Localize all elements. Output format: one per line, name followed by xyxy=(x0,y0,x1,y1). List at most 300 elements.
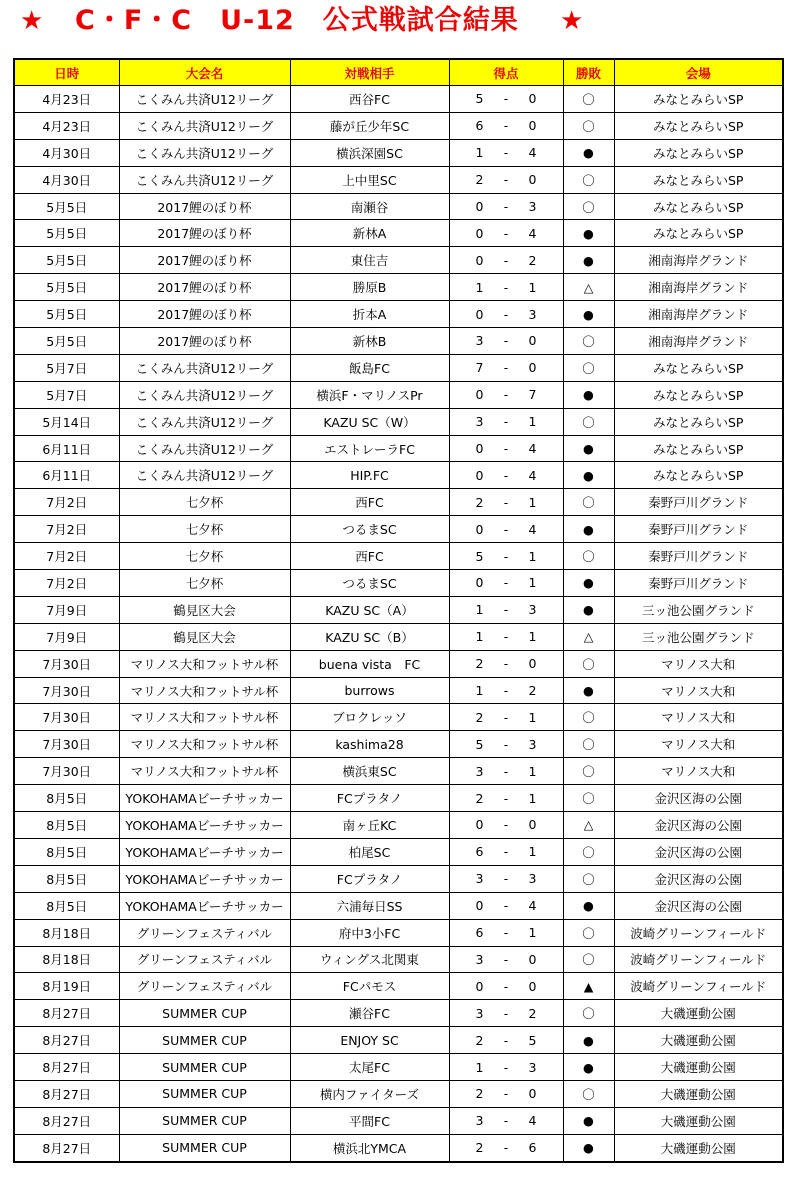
table-row xyxy=(14,623,783,650)
table-row xyxy=(14,596,783,623)
table-body xyxy=(14,86,783,1162)
score-group xyxy=(450,791,563,806)
venue-name: 湘南海岸グランド xyxy=(614,328,783,355)
venue-name: 湘南海岸グランド xyxy=(614,274,783,301)
match-score xyxy=(449,946,563,973)
match-date: 7月30日 xyxy=(14,704,119,731)
goals-for: 0 xyxy=(475,199,484,214)
goals-against: 7 xyxy=(528,387,537,403)
goals-against: 5 xyxy=(528,1032,537,1048)
goals-for: 6 xyxy=(475,118,484,134)
opponent-name: 横浜深園SC xyxy=(290,139,449,166)
match-score xyxy=(449,247,563,274)
tournament-name: こくみん共済U12リーグ xyxy=(119,166,290,193)
opponent-name: 上中里SC xyxy=(290,166,449,193)
match-score xyxy=(449,704,563,731)
venue-name: マリノス大和 xyxy=(614,758,783,785)
venue-name: みなとみらいSP xyxy=(614,86,783,113)
table-header-row xyxy=(14,59,783,86)
venue-name: 秦野戸川グランド xyxy=(614,489,783,516)
goals-against: 4 xyxy=(528,521,537,537)
match-result-icon: 〇 xyxy=(563,946,614,973)
venue-name: 金沢区海の公園 xyxy=(614,812,783,839)
opponent-name: 平間FC xyxy=(290,1107,449,1134)
match-result-icon: ● xyxy=(563,1027,614,1054)
match-result-icon: 〇 xyxy=(563,731,614,758)
match-score xyxy=(449,731,563,758)
tournament-name: 七夕杯 xyxy=(119,516,290,543)
venue-name: マリノス大和 xyxy=(614,677,783,704)
tournament-name: YOKOHAMAビーチサッカー xyxy=(119,892,290,919)
tournament-name: マリノス大和フットサル杯 xyxy=(119,650,290,677)
match-date: 5月14日 xyxy=(14,408,119,435)
score-group xyxy=(450,1006,563,1021)
match-result-icon: 〇 xyxy=(563,785,614,812)
match-result-icon: ● xyxy=(563,596,614,623)
venue-name: みなとみらいSP xyxy=(614,193,783,220)
match-date: 4月23日 xyxy=(14,86,119,113)
match-date: 8月18日 xyxy=(14,919,119,946)
match-date: 8月27日 xyxy=(14,1107,119,1134)
opponent-name: KAZU SC（B） xyxy=(290,623,449,650)
match-result-icon: 〇 xyxy=(563,758,614,785)
score-separator: - xyxy=(503,629,509,645)
score-separator: - xyxy=(503,145,509,161)
goals-for: 2 xyxy=(475,172,484,188)
match-score xyxy=(449,354,563,381)
score-separator: - xyxy=(503,387,509,403)
table-row xyxy=(14,1080,783,1107)
tournament-name: 2017鯉のぼり杯 xyxy=(119,328,290,355)
match-score xyxy=(449,516,563,543)
table-row xyxy=(14,1000,783,1027)
venue-name: 波崎グリーンフィールド xyxy=(614,946,783,973)
opponent-name: 太尾FC xyxy=(290,1054,449,1081)
score-group xyxy=(450,253,563,268)
goals-for: 1 xyxy=(475,279,484,295)
match-result-icon: ● xyxy=(563,677,614,704)
score-separator: - xyxy=(503,683,509,699)
opponent-name: kashima28 xyxy=(290,731,449,758)
match-result-icon: 〇 xyxy=(563,408,614,435)
score-separator: - xyxy=(503,441,509,457)
match-result-icon: ● xyxy=(563,1134,614,1161)
header-result: 勝敗 xyxy=(563,59,614,86)
venue-name: 大磯運動公園 xyxy=(614,1027,783,1054)
goals-for: 3 xyxy=(475,1005,484,1021)
match-date: 5月5日 xyxy=(14,220,119,247)
score-group xyxy=(450,737,563,752)
table-row xyxy=(14,892,783,919)
goals-for: 2 xyxy=(475,1086,484,1102)
score-separator: - xyxy=(503,817,509,833)
header-tournament: 大会名 xyxy=(119,59,290,86)
goals-against: 1 xyxy=(528,790,537,806)
match-result-icon: 〇 xyxy=(563,328,614,355)
match-date: 7月30日 xyxy=(14,650,119,677)
table-row xyxy=(14,247,783,274)
goals-for: 0 xyxy=(475,441,484,457)
venue-name: 大磯運動公園 xyxy=(614,1000,783,1027)
score-group xyxy=(450,764,563,779)
tournament-name: SUMMER CUP xyxy=(119,1054,290,1081)
match-score xyxy=(449,1054,563,1081)
goals-for: 5 xyxy=(475,91,484,107)
score-separator: - xyxy=(503,951,509,967)
goals-against: 3 xyxy=(528,1059,537,1075)
match-result-icon: ● xyxy=(563,892,614,919)
score-separator: - xyxy=(503,978,509,994)
table-row xyxy=(14,570,783,597)
opponent-name: 柏尾SC xyxy=(290,838,449,865)
match-result-icon: ● xyxy=(563,247,614,274)
table-row xyxy=(14,1134,783,1161)
opponent-name: 横浜北YMCA xyxy=(290,1134,449,1161)
tournament-name: SUMMER CUP xyxy=(119,1000,290,1027)
venue-name: みなとみらいSP xyxy=(614,408,783,435)
venue-name: 三ッ池公園グランド xyxy=(614,596,783,623)
match-date: 8月18日 xyxy=(14,946,119,973)
opponent-name: 飯島FC xyxy=(290,354,449,381)
match-score xyxy=(449,1080,563,1107)
goals-against: 1 xyxy=(528,629,537,645)
score-group xyxy=(450,549,563,564)
table-row xyxy=(14,946,783,973)
table-row xyxy=(14,166,783,193)
match-score xyxy=(449,1027,563,1054)
score-separator: - xyxy=(503,871,509,887)
match-result-icon: 〇 xyxy=(563,489,614,516)
match-score xyxy=(449,596,563,623)
goals-against: 1 xyxy=(528,844,537,860)
match-date: 7月2日 xyxy=(14,516,119,543)
match-score xyxy=(449,408,563,435)
goals-against: 1 xyxy=(528,925,537,941)
goals-against: 2 xyxy=(528,252,537,268)
tournament-name: グリーンフェスティバル xyxy=(119,919,290,946)
goals-against: 1 xyxy=(528,763,537,779)
score-group xyxy=(450,414,563,429)
goals-against: 0 xyxy=(528,1086,537,1102)
tournament-name: グリーンフェスティバル xyxy=(119,946,290,973)
opponent-name: burrows xyxy=(290,677,449,704)
score-separator: - xyxy=(503,279,509,295)
page-title: C・F・C U-12 公式戦試合結果 xyxy=(75,5,519,36)
match-result-icon: 〇 xyxy=(563,919,614,946)
match-result-icon: △ xyxy=(563,623,614,650)
score-group xyxy=(450,495,563,510)
table-row xyxy=(14,812,783,839)
table-row xyxy=(14,354,783,381)
score-separator: - xyxy=(503,225,509,241)
venue-name: 秦野戸川グランド xyxy=(614,543,783,570)
tournament-name: こくみん共済U12リーグ xyxy=(119,435,290,462)
match-result-icon: 〇 xyxy=(563,86,614,113)
match-date: 8月5日 xyxy=(14,892,119,919)
score-group xyxy=(450,1033,563,1048)
opponent-name: つるまSC xyxy=(290,570,449,597)
table-row xyxy=(14,758,783,785)
tournament-name: 鶴見区大会 xyxy=(119,623,290,650)
goals-against: 0 xyxy=(528,817,537,833)
goals-for: 2 xyxy=(475,790,484,806)
tournament-name: 鶴見区大会 xyxy=(119,596,290,623)
table-row xyxy=(14,489,783,516)
score-separator: - xyxy=(503,521,509,537)
goals-for: 0 xyxy=(475,898,484,914)
venue-name: みなとみらいSP xyxy=(614,462,783,489)
table-row xyxy=(14,865,783,892)
goals-against: 3 xyxy=(528,602,537,618)
venue-name: みなとみらいSP xyxy=(614,166,783,193)
match-date: 8月27日 xyxy=(14,1134,119,1161)
tournament-name: 2017鯉のぼり杯 xyxy=(119,193,290,220)
match-score xyxy=(449,489,563,516)
opponent-name: つるまSC xyxy=(290,516,449,543)
tournament-name: 七夕杯 xyxy=(119,543,290,570)
score-group xyxy=(450,602,563,617)
score-group xyxy=(450,172,563,187)
match-date: 7月2日 xyxy=(14,489,119,516)
match-date: 8月5日 xyxy=(14,785,119,812)
score-group xyxy=(450,925,563,940)
opponent-name: 藤が丘少年SC xyxy=(290,112,449,139)
match-score xyxy=(449,1000,563,1027)
score-separator: - xyxy=(503,602,509,618)
match-result-icon: ● xyxy=(563,516,614,543)
match-result-icon: 〇 xyxy=(563,112,614,139)
score-separator: - xyxy=(503,333,509,349)
goals-for: 2 xyxy=(475,1032,484,1048)
tournament-name: グリーンフェスティバル xyxy=(119,973,290,1000)
match-date: 4月30日 xyxy=(14,166,119,193)
match-score xyxy=(449,570,563,597)
goals-for: 0 xyxy=(475,978,484,994)
goals-for: 2 xyxy=(475,1140,484,1156)
venue-name: マリノス大和 xyxy=(614,650,783,677)
venue-name: 金沢区海の公園 xyxy=(614,892,783,919)
results-table xyxy=(13,58,784,1163)
goals-against: 4 xyxy=(528,898,537,914)
goals-for: 0 xyxy=(475,306,484,322)
match-date: 7月9日 xyxy=(14,623,119,650)
goals-against: 4 xyxy=(528,145,537,161)
match-date: 5月5日 xyxy=(14,328,119,355)
table-row xyxy=(14,328,783,355)
match-date: 5月7日 xyxy=(14,381,119,408)
venue-name: 大磯運動公園 xyxy=(614,1054,783,1081)
match-score xyxy=(449,1134,563,1161)
goals-for: 1 xyxy=(475,602,484,618)
goals-against: 0 xyxy=(528,951,537,967)
score-group xyxy=(450,629,563,644)
venue-name: 秦野戸川グランド xyxy=(614,570,783,597)
match-date: 8月27日 xyxy=(14,1080,119,1107)
score-group xyxy=(450,871,563,886)
venue-name: マリノス大和 xyxy=(614,731,783,758)
goals-for: 1 xyxy=(475,145,484,161)
goals-against: 0 xyxy=(528,656,537,672)
opponent-name: 瀬谷FC xyxy=(290,1000,449,1027)
opponent-name: KAZU SC（A） xyxy=(290,596,449,623)
table-row xyxy=(14,112,783,139)
score-group xyxy=(450,333,563,348)
header-score: 得点 xyxy=(449,59,563,86)
tournament-name: SUMMER CUP xyxy=(119,1134,290,1161)
score-separator: - xyxy=(503,548,509,564)
header-opponent: 対戦相手 xyxy=(290,59,449,86)
match-result-icon: 〇 xyxy=(563,193,614,220)
match-result-icon: ● xyxy=(563,462,614,489)
score-group xyxy=(450,441,563,456)
match-result-icon: △ xyxy=(563,812,614,839)
match-date: 5月5日 xyxy=(14,301,119,328)
match-result-icon: 〇 xyxy=(563,704,614,731)
venue-name: 湘南海岸グランド xyxy=(614,247,783,274)
opponent-name: ウィングス北関東 xyxy=(290,946,449,973)
score-separator: - xyxy=(503,252,509,268)
tournament-name: マリノス大和フットサル杯 xyxy=(119,704,290,731)
goals-for: 1 xyxy=(475,683,484,699)
match-date: 7月30日 xyxy=(14,758,119,785)
match-score xyxy=(449,328,563,355)
match-date: 8月27日 xyxy=(14,1027,119,1054)
venue-name: みなとみらいSP xyxy=(614,139,783,166)
score-group xyxy=(450,145,563,160)
match-score xyxy=(449,1107,563,1134)
table-row xyxy=(14,274,783,301)
tournament-name: SUMMER CUP xyxy=(119,1107,290,1134)
opponent-name: 府中3小FC xyxy=(290,919,449,946)
match-score xyxy=(449,112,563,139)
goals-against: 1 xyxy=(528,414,537,430)
opponent-name: KAZU SC（W） xyxy=(290,408,449,435)
table-row xyxy=(14,1054,783,1081)
match-score xyxy=(449,865,563,892)
opponent-name: 横浜東SC xyxy=(290,758,449,785)
score-separator: - xyxy=(503,763,509,779)
match-score xyxy=(449,86,563,113)
goals-for: 1 xyxy=(475,629,484,645)
opponent-name: 横浜F・マリノスPr xyxy=(290,381,449,408)
score-separator: - xyxy=(503,1140,509,1156)
goals-against: 3 xyxy=(528,736,537,752)
tournament-name: YOKOHAMAビーチサッカー xyxy=(119,865,290,892)
score-separator: - xyxy=(503,1059,509,1075)
score-separator: - xyxy=(503,656,509,672)
match-score xyxy=(449,838,563,865)
goals-against: 0 xyxy=(528,172,537,188)
match-score xyxy=(449,677,563,704)
table-row xyxy=(14,193,783,220)
opponent-name: ブロクレッソ xyxy=(290,704,449,731)
table-row xyxy=(14,220,783,247)
match-date: 7月30日 xyxy=(14,677,119,704)
goals-for: 0 xyxy=(475,387,484,403)
match-result-icon: ● xyxy=(563,1107,614,1134)
goals-for: 0 xyxy=(475,252,484,268)
score-group xyxy=(450,844,563,859)
venue-name: 波崎グリーンフィールド xyxy=(614,919,783,946)
match-date: 8月5日 xyxy=(14,838,119,865)
match-score xyxy=(449,892,563,919)
score-group xyxy=(450,575,563,590)
tournament-name: YOKOHAMAビーチサッカー xyxy=(119,812,290,839)
score-group xyxy=(450,360,563,375)
venue-name: 湘南海岸グランド xyxy=(614,301,783,328)
star-icon: ★ xyxy=(20,6,44,36)
goals-against: 4 xyxy=(528,467,537,483)
goals-against: 3 xyxy=(528,199,537,214)
tournament-name: こくみん共済U12リーグ xyxy=(119,408,290,435)
match-date: 7月30日 xyxy=(14,731,119,758)
match-date: 8月5日 xyxy=(14,812,119,839)
opponent-name: 新林A xyxy=(290,220,449,247)
match-result-icon: 〇 xyxy=(563,865,614,892)
opponent-name: 南ヶ丘KC xyxy=(290,812,449,839)
score-separator: - xyxy=(503,494,509,510)
tournament-name: こくみん共済U12リーグ xyxy=(119,462,290,489)
opponent-name: 西FC xyxy=(290,543,449,570)
match-result-icon: △ xyxy=(563,274,614,301)
score-group xyxy=(450,952,563,967)
table-row xyxy=(14,86,783,113)
score-group xyxy=(450,468,563,483)
goals-for: 3 xyxy=(475,1113,484,1129)
match-result-icon: 〇 xyxy=(563,1000,614,1027)
opponent-name: buena vista FC xyxy=(290,650,449,677)
tournament-name: SUMMER CUP xyxy=(119,1027,290,1054)
match-score xyxy=(449,543,563,570)
venue-name: 金沢区海の公園 xyxy=(614,785,783,812)
goals-for: 0 xyxy=(475,467,484,483)
match-score xyxy=(449,139,563,166)
match-result-icon: ● xyxy=(563,220,614,247)
match-date: 4月30日 xyxy=(14,139,119,166)
match-result-icon: ● xyxy=(563,139,614,166)
venue-name: みなとみらいSP xyxy=(614,381,783,408)
match-score xyxy=(449,812,563,839)
goals-for: 0 xyxy=(475,817,484,833)
score-separator: - xyxy=(503,1005,509,1021)
score-separator: - xyxy=(503,172,509,188)
table-row xyxy=(14,731,783,758)
venue-name: 大磯運動公園 xyxy=(614,1107,783,1134)
goals-against: 0 xyxy=(528,333,537,349)
tournament-name: 2017鯉のぼり杯 xyxy=(119,247,290,274)
match-date: 5月7日 xyxy=(14,354,119,381)
goals-against: 2 xyxy=(528,1005,537,1021)
match-score xyxy=(449,301,563,328)
goals-against: 1 xyxy=(528,494,537,510)
goals-for: 0 xyxy=(475,225,484,241)
goals-against: 0 xyxy=(528,360,537,376)
score-separator: - xyxy=(503,736,509,752)
score-group xyxy=(450,979,563,994)
tournament-name: こくみん共済U12リーグ xyxy=(119,112,290,139)
match-date: 4月23日 xyxy=(14,112,119,139)
score-separator: - xyxy=(503,575,509,591)
score-group xyxy=(450,656,563,671)
match-result-icon: 〇 xyxy=(563,1080,614,1107)
match-result-icon: 〇 xyxy=(563,543,614,570)
goals-against: 3 xyxy=(528,306,537,322)
match-score xyxy=(449,166,563,193)
match-date: 8月27日 xyxy=(14,1054,119,1081)
match-result-icon: 〇 xyxy=(563,650,614,677)
tournament-name: 七夕杯 xyxy=(119,489,290,516)
tournament-name: こくみん共済U12リーグ xyxy=(119,139,290,166)
